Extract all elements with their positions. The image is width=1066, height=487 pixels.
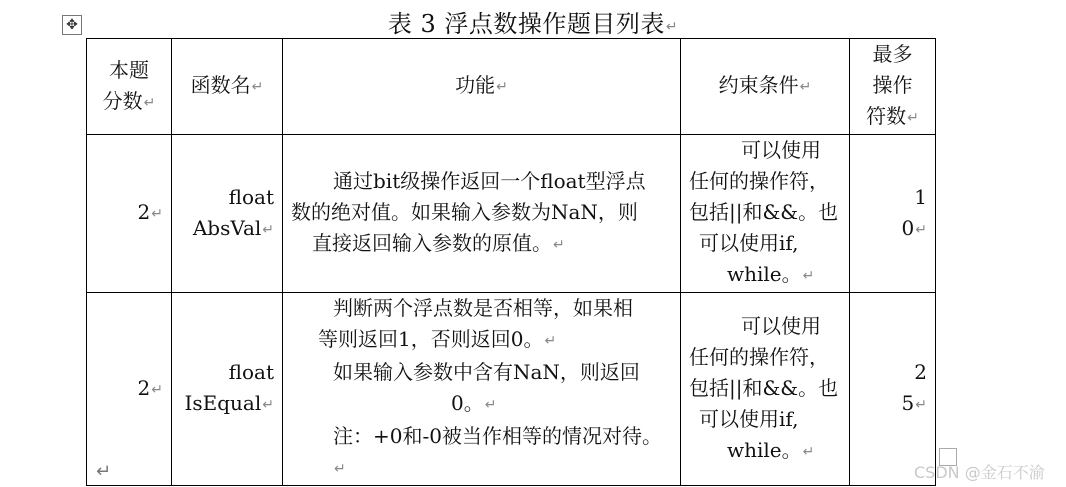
constraint-line: 可以使用 — [741, 138, 821, 162]
description-line: 数的绝对值。如果输入参数为NaN，则 — [291, 200, 638, 224]
move-table-icon[interactable]: ✥ — [62, 15, 82, 35]
function-name-line1: float — [228, 184, 274, 209]
paragraph-mark-icon: ↵ — [334, 461, 346, 477]
paragraph-mark-icon: ↵ — [544, 333, 557, 349]
paragraph-mark-icon: ↵ — [251, 79, 264, 95]
paragraph-mark-icon: ↵ — [553, 237, 565, 253]
score-cell — [87, 135, 172, 293]
paragraph-mark-icon: ↵ — [496, 79, 508, 95]
score-value: 2 — [137, 200, 151, 224]
max-ops-cell — [850, 135, 936, 293]
max-ops-line1: 1 — [914, 184, 927, 209]
constraint-line: while。↵ — [727, 437, 815, 462]
paragraph-mark-icon: ↵ — [96, 461, 112, 482]
paragraph-mark-icon: ↵ — [262, 221, 274, 238]
header-score-line1: 本题 — [109, 57, 149, 82]
header-name — [172, 39, 283, 135]
constraint-cell — [681, 135, 850, 293]
header-name-text: 函数名 — [190, 73, 251, 97]
table-row — [87, 135, 936, 293]
constraint-line: 任何的操作符， — [689, 344, 829, 369]
constraint-cell — [681, 293, 850, 486]
description-line: 等则返回1，否则返回0。↵ — [318, 327, 557, 351]
header-max-line1: 最多 — [872, 42, 913, 66]
constraint-line: 包括||和&&。也 — [689, 200, 839, 224]
function-name-cell — [172, 293, 283, 486]
function-name-line2: AbsVal↵ — [192, 215, 274, 240]
header-desc-text: 功能 — [455, 73, 496, 97]
paragraph-mark-icon: ↵ — [802, 268, 815, 284]
paragraph-mark-icon: ↵ — [802, 443, 815, 460]
score-cell — [87, 293, 172, 486]
header-score-line2: 分数↵ — [102, 88, 156, 113]
paragraph-mark-icon: ↵ — [915, 221, 927, 238]
paragraph-mark-icon: ↵ — [799, 79, 812, 95]
description-line: 通过bit级操作返回一个float型浮点 — [333, 169, 646, 193]
paragraph-mark-icon: ↵ — [484, 397, 497, 413]
constraint-line: 可以使用if, — [699, 231, 799, 255]
header-row — [87, 39, 936, 135]
header-max — [850, 39, 936, 135]
header-cons-text: 约束条件 — [718, 73, 799, 97]
paragraph-mark-icon: ↵ — [151, 381, 163, 398]
table-row — [87, 293, 936, 486]
description-cell — [283, 135, 681, 293]
paragraph-mark-icon: ↵ — [151, 206, 163, 222]
header-cons — [681, 39, 850, 135]
max-ops-cell — [850, 293, 936, 486]
header-max-line3: 符数↵ — [866, 104, 919, 128]
caption-text: 表 3 浮点数操作题目列表 — [387, 10, 665, 38]
function-name-line2: IsEqual↵ — [184, 391, 274, 415]
paragraph-mark-icon: ↵ — [143, 94, 156, 111]
paragraph-mark-icon: ↵ — [262, 397, 274, 413]
constraint-line: 包括||和&&。也 — [689, 375, 839, 400]
constraint-line: 可以使用if, — [699, 406, 799, 431]
max-ops-line1: 2 — [914, 360, 927, 384]
function-name-cell — [172, 135, 283, 293]
constraint-line: 可以使用 — [741, 313, 821, 338]
description-line: 如果输入参数中含有NaN，则返回 — [333, 360, 640, 384]
max-ops-line2: 5↵ — [901, 391, 927, 415]
description-cell — [283, 293, 681, 486]
paragraph-mark-icon: ↵ — [915, 397, 927, 413]
paragraph-mark-icon: ↵ — [907, 110, 919, 126]
float-ops-table — [86, 38, 936, 486]
constraint-line: while。↵ — [727, 262, 815, 286]
score-value: 2 — [137, 375, 151, 400]
header-max-line2: 操作 — [872, 73, 913, 97]
description-line: 判断两个浮点数是否相等，如果相 — [333, 296, 633, 320]
description-line: 0。↵ — [451, 391, 497, 415]
header-desc — [283, 39, 681, 135]
description-line: 直接返回输入参数的原值。↵ — [312, 231, 565, 255]
table-caption — [0, 4, 1066, 39]
function-name-line1: float — [228, 360, 274, 384]
csdn-watermark: CSDN @金石不渝 — [914, 463, 1045, 482]
max-ops-line2: 0↵ — [901, 215, 927, 240]
constraint-line: 任何的操作符， — [689, 169, 829, 193]
description-line: 注：+0和-0被当作相等的情况对待。↵ — [333, 424, 662, 477]
header-score — [87, 39, 172, 135]
paragraph-mark-icon: ↵ — [665, 19, 679, 35]
